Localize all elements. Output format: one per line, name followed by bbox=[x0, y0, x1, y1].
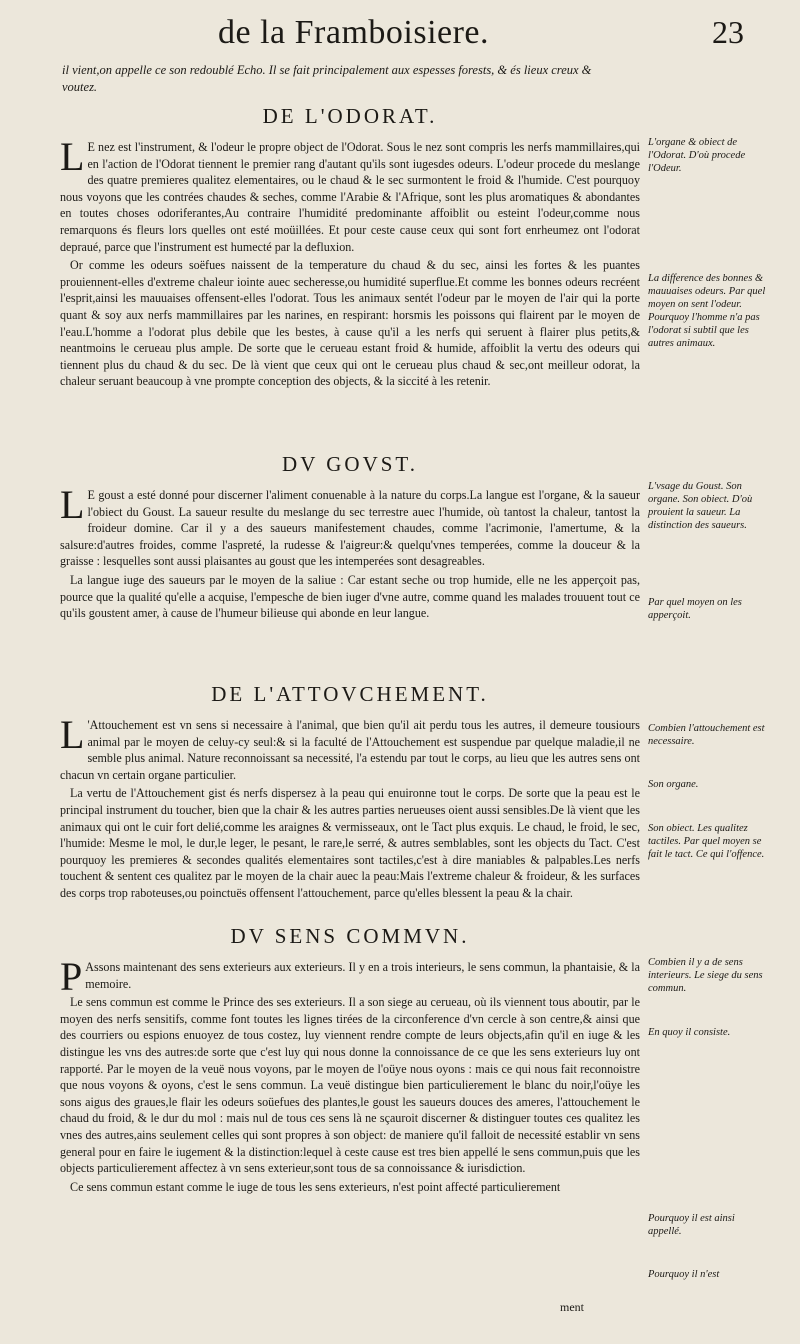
running-head bbox=[0, 14, 800, 60]
section-paragraph bbox=[60, 954, 640, 999]
section-paragraph bbox=[60, 712, 640, 783]
margin-note: En quoy il consiste. bbox=[648, 1027, 731, 1038]
paragraph-text: 'Attouchement est vn sens si necessaire à l'animal, que bien qu'il ait perdu tous les autres, il demeure tousiours animal par le moyen de celuy-cy seul:& si la faculté de l'Attouchement est suspendue par quelque maladie,il ne semble plus animal. Nature reconnoissant sa necessité, l'a estendu par tout le corps, au lieu que les autres sens ont chacun vn certain organe particulier. bbox=[60, 718, 640, 782]
page-number: 23 bbox=[712, 14, 744, 50]
section-paragraph: Le sens commun est comme le Prince des ses exterieurs. Il a son siege au cerueau, où ils viennent tous aboutir, par le moyen des nerfs sensitifs, comme font toutes les lignes tirées de la circonference d'vn cercle à son centre,& ainsi que des courriers ou espions enuoyez de tous costez, luy viennent rendre compte de leurs objects,afin qu'il en iuge & les distingue les vns des autres:de sorte que c'est luy qui nous donne la connoissance de ce que les sens exterieurs luy ont rapporté. Par le moyen de la veuë nous voyons, par le moyen de l'oüye nous oyons : mais ce qui nous fait reconnoistre que nous voyons & oyons, c'est le sens commun. La veuë distingue bien particulierement le blanc du noir,l'oüye les sons aigus des graues,le flair les odeurs soüefues des plantes,le goust les saueurs douces des ameres, l'attouchement le chaud du froid, & le dur du mol : mais nul de tous ces sens là ne sçauroit discerner & distinguer toutes ces qualitez les vnes des autres,ains seulement celles qui sont propres à son object: de maniere qu'il falloit de necessité establir vn sens general pour en faire le iugement & la distinction:lequel à ceste cause est tres bien appellé le sens commun,puis que les objects particulierement affectez à vn sens exterieur,sont tous de sa connoissance & iurisdiction. bbox=[60, 995, 640, 1176]
section-paragraph: Ce sens commun estant comme le iuge de tous les sens exterieurs, n'est point affecté particulierement bbox=[70, 1179, 561, 1194]
section-paragraph bbox=[60, 134, 640, 255]
margin-note: L'vsage du Goust. Son organe. Son obiect. D'où prouient la saueur. La distinction des saueurs. bbox=[648, 481, 753, 531]
section-heading: DE L'ODORAT. bbox=[262, 104, 438, 128]
intro-paragraph: il vient,on appelle ce son redoublé Echo. Il se fait principalement aux espesses forests, & és lieux creux & voutez. bbox=[62, 63, 592, 94]
section-paragraph: La vertu de l'Attouchement gist és nerfs dispersez à la peau qui enuironne tout le corps. De sorte que la peau est le principal instrument du toucher, bien que la chair & les autres parties nerueuses oient aussi sensibles.De là vient que les animaux qui ont le cuir fort delié,comme les araignes & vermisseaux, ont le Tact plus exquis. Le chaud, le froid, le sec, l'humide: Mesme le mol, le dur,le leger, le pesant, le rare,le serré, & autres semblables, sont les objects du Tact. C'est pourquoy les premieres & secondes qualités elementaires sont tactiles,c'est à dire maniables & palpables.Les nerfs touchent & sentent ces qualitez par le moyen de la chair auec la peau:Mais l'extreme chaleur & froideur, & les surfaces des corps trop raboteuses,ou poinctuës offensent l'attouchement, parce qu'elles blessent la peau & la chair. bbox=[60, 786, 640, 900]
margin-note: L'organe & obiect de l'Odorat. D'où procede l'Odeur. bbox=[648, 137, 746, 174]
section-attouchement bbox=[60, 682, 640, 902]
section-paragraph: Or comme les odeurs soëfues naissent de la temperature du chaud & du sec, ainsi les fortes & les puantes prouiennent-elles d'extreme chaleur iointe auec secheresse,ou humidité superflue.Et comme les bonnes odeurs recréent l'esprit,ainsi les mauuaises offensent-elles l'odorat. Tous les animaux sentét l'odeur par le moyen de l'air qui la porte quant & soy aux nerfs mammillaires par les narines, en respirant: horsmis les poissons qui flairent par le moyen de l'eau.L'homme a l'odorat plus debile que les bestes, à cause qu'il a les nerfs qui seruent à flairer plus petits,& neantmoins le cerueau plus ample. De sorte que le cerueau estant froid & humide, affoiblit la vertu des odeurs qui tiennent plus du chaud & du sec. De là vient que ceux qui ont le cerueau plus chaud & sec,ont meilleur odorat, la chaleur seruant beaucoup à vne prompte conception des objects, & la siccité à les retenir. bbox=[60, 258, 640, 389]
drop-cap: L bbox=[60, 712, 85, 757]
section-sens-commun bbox=[60, 924, 640, 1195]
section-paragraph bbox=[60, 482, 640, 570]
margin-note: Combien l'attouchement est necessaire. bbox=[648, 723, 765, 747]
margin-note: La difference des bonnes & mauuaises odeurs. Par quel moyen on sent l'odeur. Pourquoy l'homme n'a pas l'odorat si subtil que les autres animaux. bbox=[648, 273, 766, 349]
section-heading: DE L'ATTOVCHEMENT. bbox=[211, 682, 489, 706]
section-heading: DV GOVST. bbox=[282, 452, 418, 476]
margin-note: Son obiect. Les qualitez tactiles. Par quel moyen se fait le tact. Ce qui l'offence. bbox=[648, 823, 765, 860]
margin-note: Par quel moyen on les apperçoit. bbox=[648, 597, 742, 621]
margin-note: Son organe. bbox=[648, 779, 699, 790]
drop-cap: L bbox=[60, 134, 85, 179]
section-paragraph: La langue iuge des saueurs par le moyen de la saliue : Car estant seche ou trop humide, elle ne les apperçoit pas, pource que la qualité qu'elle a acquise, l'empesche de bien iuger d'vne autre, comme quand les malades trouuent tout ce qu'ils goustent amer, à cause de l'humeur bilieuse qui abonde en leur langue. bbox=[60, 572, 640, 621]
drop-cap: L bbox=[60, 482, 85, 527]
drop-cap: P bbox=[60, 954, 83, 999]
margin-note: Pourquoy il n'est bbox=[648, 1269, 720, 1280]
margin-note: Combien il y a de sens interieurs. Le siege du sens commun. bbox=[648, 957, 763, 994]
section-odorat bbox=[60, 104, 640, 390]
margin-note: Pourquoy il est ainsi appellé. bbox=[648, 1213, 735, 1237]
paragraph-text: E goust a esté donné pour discerner l'aliment conuenable à la nature du corps.La langue est l'organe, & la saueur l'obiect du Goust. La saueur resulte du meslange du sec terrestre auec l'humide, où tantost la chaleur, tantost la froideur domine. Car il y a des saueurs manifestement chaudes, comme l'acrimonie, l'amertume, & la salsure:d'autres froides, comme l'aspreté, la rudesse & l'aigreur:& quelqu'vnes temperées, comme la douceur & la graisse : lesquelles sont aussi plaisantes au goust que les intemperées sont desagreables. bbox=[60, 488, 640, 569]
catchword: ment bbox=[560, 1300, 584, 1314]
running-title: de la Framboisiere. bbox=[218, 14, 490, 51]
section-heading: DV SENS COMMVN. bbox=[230, 924, 470, 948]
section-goust bbox=[60, 452, 640, 622]
paragraph-text: E nez est l'instrument, & l'odeur le propre object de l'Odorat. Sous le nez sont compris les nerfs mammillaires,qui en l'action de l'Odorat tiennent le premier rang d'autant qu'ils sont iugesdes odeurs. L'odeur procede du meslange des quatre premieres qualitez elementaires, ou le chaud & le sec surmontent le froid & l'humide. C'est pourquoy nous voyons que les contrées chaudes & seches, comme l'Arabie & l'Afrique, sont les plus aromatiques & abondantes en toutes choses odoriferantes,Au contraire l'humidité predominante affoiblit ou esteint l'odeur,comme nous remarquons és fleurs lors quelles ont esté moüillées. Et pour ceste cause ceux qui sont fort enrheumez ont l'odorat depraué, parce que l'instrument est humecté par la defluxion. bbox=[60, 140, 640, 254]
paragraph-text: Assons maintenant des sens exterieurs aux exterieurs. Il y en a trois interieurs, le sens commun, la phantaisie, & la memoire. bbox=[85, 960, 640, 991]
